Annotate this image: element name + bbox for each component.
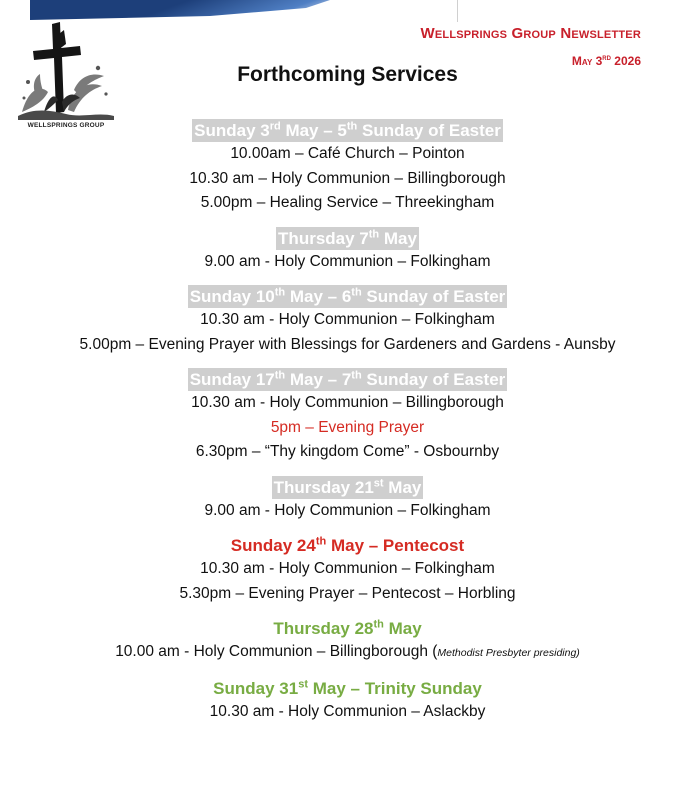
service-entry xyxy=(0,308,695,333)
service-entry-text: 5.00pm – Healing Service – Threekingham xyxy=(200,194,495,211)
service-day xyxy=(0,476,695,524)
service-day-heading xyxy=(188,285,508,308)
heading-ordinal: th xyxy=(315,535,327,548)
service-day-heading xyxy=(272,476,424,499)
heading-ordinal: st xyxy=(373,476,384,489)
service-day-heading xyxy=(276,227,419,250)
service-entry-text: 10.30 am - Holy Communion – Folkingham xyxy=(200,311,495,328)
service-entry xyxy=(0,557,695,582)
heading-text: Sunday of Easter xyxy=(361,287,506,306)
heading-text: May xyxy=(383,619,422,638)
service-entry xyxy=(0,700,695,725)
heading-ordinal: rd xyxy=(269,120,281,133)
service-day xyxy=(0,227,695,275)
service-entry-text: 10.00 am - Holy Communion – Billingborough ( xyxy=(115,643,438,660)
heading-ordinal: th xyxy=(373,618,384,631)
service-entry-text: 10.00am – Café Church – Pointon xyxy=(230,145,465,162)
heading-ordinal: th xyxy=(351,369,362,382)
service-day-heading xyxy=(271,617,423,640)
service-entry xyxy=(0,640,695,666)
service-entry-text: 10.30 am - Holy Communion – Aslackby xyxy=(209,702,486,720)
heading-text: Sunday 24 xyxy=(230,536,316,555)
service-entry xyxy=(0,391,695,416)
heading-ordinal: st xyxy=(298,677,308,690)
service-day xyxy=(0,285,695,357)
service-entry xyxy=(0,167,695,192)
service-entry xyxy=(0,191,695,216)
heading-ordinal: th xyxy=(368,227,380,240)
heading-text: Sunday of Easter xyxy=(361,370,506,389)
heading-text: May xyxy=(379,228,417,248)
service-entry-text: 10.30 am – Holy Communion – Billingborough xyxy=(189,169,506,187)
service-entry-note: Methodist Presbyter presiding) xyxy=(437,647,580,659)
heading-text: Sunday 31 xyxy=(213,678,299,698)
service-entry-text: 6.30pm – “Thy kingdom Come” - Osbournby xyxy=(195,443,500,460)
date-ordinal: rd xyxy=(602,53,611,62)
service-day-heading xyxy=(188,368,508,391)
service-entry-text: 9.00 am - Holy Communion – Folkingham xyxy=(204,252,491,270)
heading-ordinal: th xyxy=(346,120,358,133)
service-entry-text: 9.00 am - Holy Communion – Folkingham xyxy=(204,501,491,519)
date-day: May 3 xyxy=(571,54,603,68)
page-title: Forthcoming Services xyxy=(237,63,458,86)
heading-text: Sunday 17 xyxy=(189,370,275,389)
heading-ordinal: th xyxy=(274,286,286,299)
heading-text: May – Pentecost xyxy=(326,536,465,555)
heading-text: Thursday 7 xyxy=(278,228,369,248)
heading-text: May – 6 xyxy=(285,287,352,306)
heading-text: May xyxy=(383,477,422,497)
heading-text: Thursday 21 xyxy=(273,477,374,497)
service-entry-text: 5.30pm – Evening Prayer – Pentecost – Horbling xyxy=(179,584,516,602)
heading-ordinal: th xyxy=(351,286,362,299)
service-entry xyxy=(0,250,695,275)
service-entry xyxy=(0,142,695,167)
service-entry xyxy=(0,333,695,358)
heading-text: Sunday 10 xyxy=(189,287,275,306)
heading-text: May – 7 xyxy=(285,370,352,389)
service-entry-text: 5.00pm – Evening Prayer with Blessings for Gardeners and Gardens - Aunsby xyxy=(79,335,616,353)
header-decoration-bar xyxy=(30,0,330,20)
services-list xyxy=(0,119,695,735)
service-day xyxy=(0,534,695,606)
heading-text: Sunday 3 xyxy=(194,121,270,140)
service-entry xyxy=(0,416,695,441)
date-year: 2026 xyxy=(610,54,641,68)
logo-text: WELLSPRINGS GROUP xyxy=(27,122,105,129)
heading-text: May – 5 xyxy=(280,121,347,140)
heading-ordinal: th xyxy=(274,369,286,382)
heading-text: Sunday of Easter xyxy=(357,121,501,140)
service-entry xyxy=(0,440,695,465)
heading-text: May – Trinity Sunday xyxy=(308,678,482,698)
service-day xyxy=(0,677,695,725)
header-divider xyxy=(457,0,458,22)
service-entry-text: 10.30 am - Holy Communion – Folkingham xyxy=(200,560,495,577)
newsletter-title: Wellsprings Group Newsletter xyxy=(420,25,641,42)
service-day xyxy=(0,617,695,666)
service-day-heading xyxy=(211,677,484,700)
service-day xyxy=(0,119,695,216)
service-entry-text: 5pm – Evening Prayer xyxy=(270,418,425,436)
service-day xyxy=(0,368,695,465)
service-day-heading xyxy=(192,119,503,142)
service-day-heading xyxy=(229,534,466,557)
heading-text: Thursday 28 xyxy=(273,619,374,638)
service-entry xyxy=(0,499,695,524)
service-entry-text: 10.30 am - Holy Communion – Billingborough xyxy=(191,394,504,411)
service-entry xyxy=(0,582,695,607)
